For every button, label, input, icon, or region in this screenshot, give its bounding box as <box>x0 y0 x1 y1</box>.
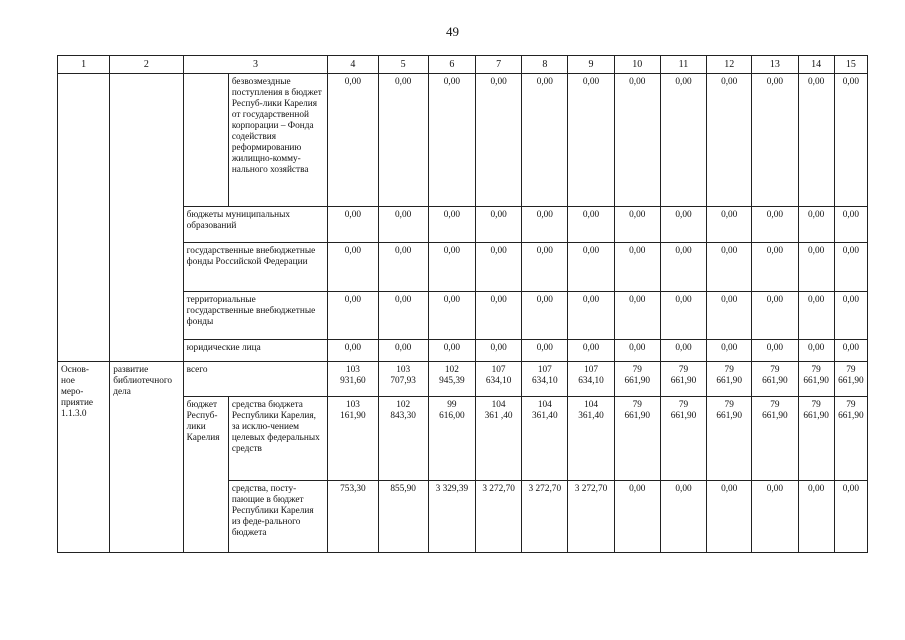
funding-source-label: государственные внебюджетные фонды Российской Федерации <box>183 243 328 292</box>
value-cell: 0,00 <box>428 292 475 340</box>
value-cell: 753,30 <box>328 481 378 553</box>
column-header: 14 <box>798 56 834 74</box>
value-cell: 855,90 <box>378 481 428 553</box>
value-cell: 0,00 <box>798 481 834 553</box>
value-cell: 0,00 <box>660 74 706 207</box>
value-cell: 0,00 <box>378 292 428 340</box>
column-header: 6 <box>428 56 475 74</box>
column-header: 13 <box>752 56 798 74</box>
value-cell: 79 661,90 <box>752 397 798 481</box>
column-header: 11 <box>660 56 706 74</box>
value-cell: 0,00 <box>476 207 522 243</box>
value-cell: 0,00 <box>834 74 867 207</box>
value-cell: 79 661,90 <box>660 397 706 481</box>
value-cell: 0,00 <box>707 340 752 362</box>
value-cell: 0,00 <box>522 340 568 362</box>
funding-source-label: бюджеты муниципальных образований <box>183 207 328 243</box>
value-cell: 0,00 <box>476 74 522 207</box>
value-cell: 0,00 <box>834 207 867 243</box>
budget-label: бюджет Респуб- лики Карелия <box>183 397 228 553</box>
value-cell: 0,00 <box>476 340 522 362</box>
column-header: 7 <box>476 56 522 74</box>
value-cell: 3 272,70 <box>476 481 522 553</box>
value-cell: 0,00 <box>328 292 378 340</box>
column-header: 2 <box>110 56 183 74</box>
value-cell: 0,00 <box>614 243 660 292</box>
value-cell: 0,00 <box>614 292 660 340</box>
activity-code: Основ- ное меро- приятие 1.1.3.0 <box>58 362 110 553</box>
value-cell: 102 843,30 <box>378 397 428 481</box>
value-cell: 99 616,00 <box>428 397 475 481</box>
value-cell: 79 661,90 <box>614 397 660 481</box>
value-cell: 0,00 <box>328 74 378 207</box>
value-cell: 0,00 <box>660 207 706 243</box>
value-cell: 0,00 <box>428 243 475 292</box>
value-cell: 79 661,90 <box>798 362 834 397</box>
value-cell: 3 272,70 <box>522 481 568 553</box>
value-cell: 0,00 <box>378 340 428 362</box>
value-cell: 0,00 <box>328 207 378 243</box>
value-cell: 0,00 <box>522 292 568 340</box>
value-cell: 0,00 <box>568 207 614 243</box>
value-cell: 107 634,10 <box>568 362 614 397</box>
value-cell: 3 329,39 <box>428 481 475 553</box>
value-cell: 79 661,90 <box>707 362 752 397</box>
value-cell: 0,00 <box>798 340 834 362</box>
value-cell: 0,00 <box>568 243 614 292</box>
column-header: 12 <box>707 56 752 74</box>
value-cell: 107 634,10 <box>476 362 522 397</box>
value-cell: 0,00 <box>834 481 867 553</box>
table-row <box>58 74 868 207</box>
value-cell: 0,00 <box>614 481 660 553</box>
funding-source-label: средства бюджета Республики Карелия, за исклю-чением целевых федеральных средств <box>228 397 327 481</box>
value-cell: 79 661,90 <box>752 362 798 397</box>
total-label: всего <box>183 362 328 397</box>
funding-source-label: юридические лица <box>183 340 328 362</box>
value-cell: 103 931,60 <box>328 362 378 397</box>
value-cell: 0,00 <box>522 74 568 207</box>
value-cell: 0,00 <box>707 292 752 340</box>
funding-source-label: территориальные государственные внебюджетные фонды <box>183 292 328 340</box>
value-cell: 0,00 <box>707 207 752 243</box>
value-cell: 0,00 <box>660 481 706 553</box>
value-cell: 0,00 <box>798 243 834 292</box>
column-header: 8 <box>522 56 568 74</box>
value-cell: 0,00 <box>752 243 798 292</box>
page-number: 49 <box>446 24 459 39</box>
column-header: 10 <box>614 56 660 74</box>
value-cell: 0,00 <box>378 243 428 292</box>
value-cell: 0,00 <box>328 340 378 362</box>
value-cell: 0,00 <box>568 74 614 207</box>
value-cell: 104 361 ,40 <box>476 397 522 481</box>
value-cell: 0,00 <box>752 340 798 362</box>
column-header: 9 <box>568 56 614 74</box>
value-cell: 0,00 <box>568 340 614 362</box>
column-header: 4 <box>328 56 378 74</box>
value-cell: 0,00 <box>798 207 834 243</box>
value-cell: 0,00 <box>378 74 428 207</box>
value-cell: 0,00 <box>707 74 752 207</box>
value-cell: 0,00 <box>834 292 867 340</box>
value-cell: 0,00 <box>798 74 834 207</box>
value-cell: 0,00 <box>752 292 798 340</box>
value-cell: 102 945,39 <box>428 362 475 397</box>
value-cell: 0,00 <box>328 243 378 292</box>
value-cell: 0,00 <box>476 292 522 340</box>
value-cell: 79 661,90 <box>707 397 752 481</box>
value-cell: 0,00 <box>752 74 798 207</box>
value-cell: 79 661,90 <box>614 362 660 397</box>
column-header: 15 <box>834 56 867 74</box>
value-cell: 79 661,90 <box>660 362 706 397</box>
value-cell: 79 661,90 <box>834 397 867 481</box>
value-cell: 0,00 <box>614 74 660 207</box>
value-cell: 79 661,90 <box>834 362 867 397</box>
value-cell: 104 361,40 <box>522 397 568 481</box>
value-cell: 0,00 <box>798 292 834 340</box>
value-cell: 0,00 <box>428 74 475 207</box>
value-cell: 0,00 <box>660 292 706 340</box>
budget-table <box>57 55 868 553</box>
value-cell: 3 272,70 <box>568 481 614 553</box>
empty-code-cell <box>58 74 110 362</box>
value-cell: 0,00 <box>707 481 752 553</box>
value-cell: 103 707,93 <box>378 362 428 397</box>
value-cell: 0,00 <box>428 207 475 243</box>
column-header: 3 <box>183 56 328 74</box>
value-cell: 107 634,10 <box>522 362 568 397</box>
value-cell: 0,00 <box>834 340 867 362</box>
value-cell: 0,00 <box>522 243 568 292</box>
value-cell: 0,00 <box>707 243 752 292</box>
value-cell: 104 361,40 <box>568 397 614 481</box>
column-header: 1 <box>58 56 110 74</box>
funding-source-label: безвозмездные поступления в бюджет Респуб-лики Карелия от государственной корпорации – Фонда содействия реформированию жилищно-комму-нального хозяйства <box>228 74 327 207</box>
empty-source-cell <box>183 74 228 207</box>
table-row <box>58 362 868 397</box>
value-cell: 103 161,90 <box>328 397 378 481</box>
value-cell: 0,00 <box>660 243 706 292</box>
value-cell: 0,00 <box>752 207 798 243</box>
value-cell: 0,00 <box>834 243 867 292</box>
value-cell: 0,00 <box>522 207 568 243</box>
value-cell: 0,00 <box>476 243 522 292</box>
value-cell: 79 661,90 <box>798 397 834 481</box>
column-number-row <box>58 56 868 74</box>
value-cell: 0,00 <box>378 207 428 243</box>
value-cell: 0,00 <box>752 481 798 553</box>
value-cell: 0,00 <box>614 207 660 243</box>
value-cell: 0,00 <box>428 340 475 362</box>
empty-name-cell <box>110 74 183 362</box>
funding-source-label: средства, посту-пающие в бюджет Республики Карелия из феде-рального бюджета <box>228 481 327 553</box>
value-cell: 0,00 <box>660 340 706 362</box>
column-header: 5 <box>378 56 428 74</box>
value-cell: 0,00 <box>568 292 614 340</box>
value-cell: 0,00 <box>614 340 660 362</box>
activity-name: развитие библиотечного дела <box>110 362 183 553</box>
